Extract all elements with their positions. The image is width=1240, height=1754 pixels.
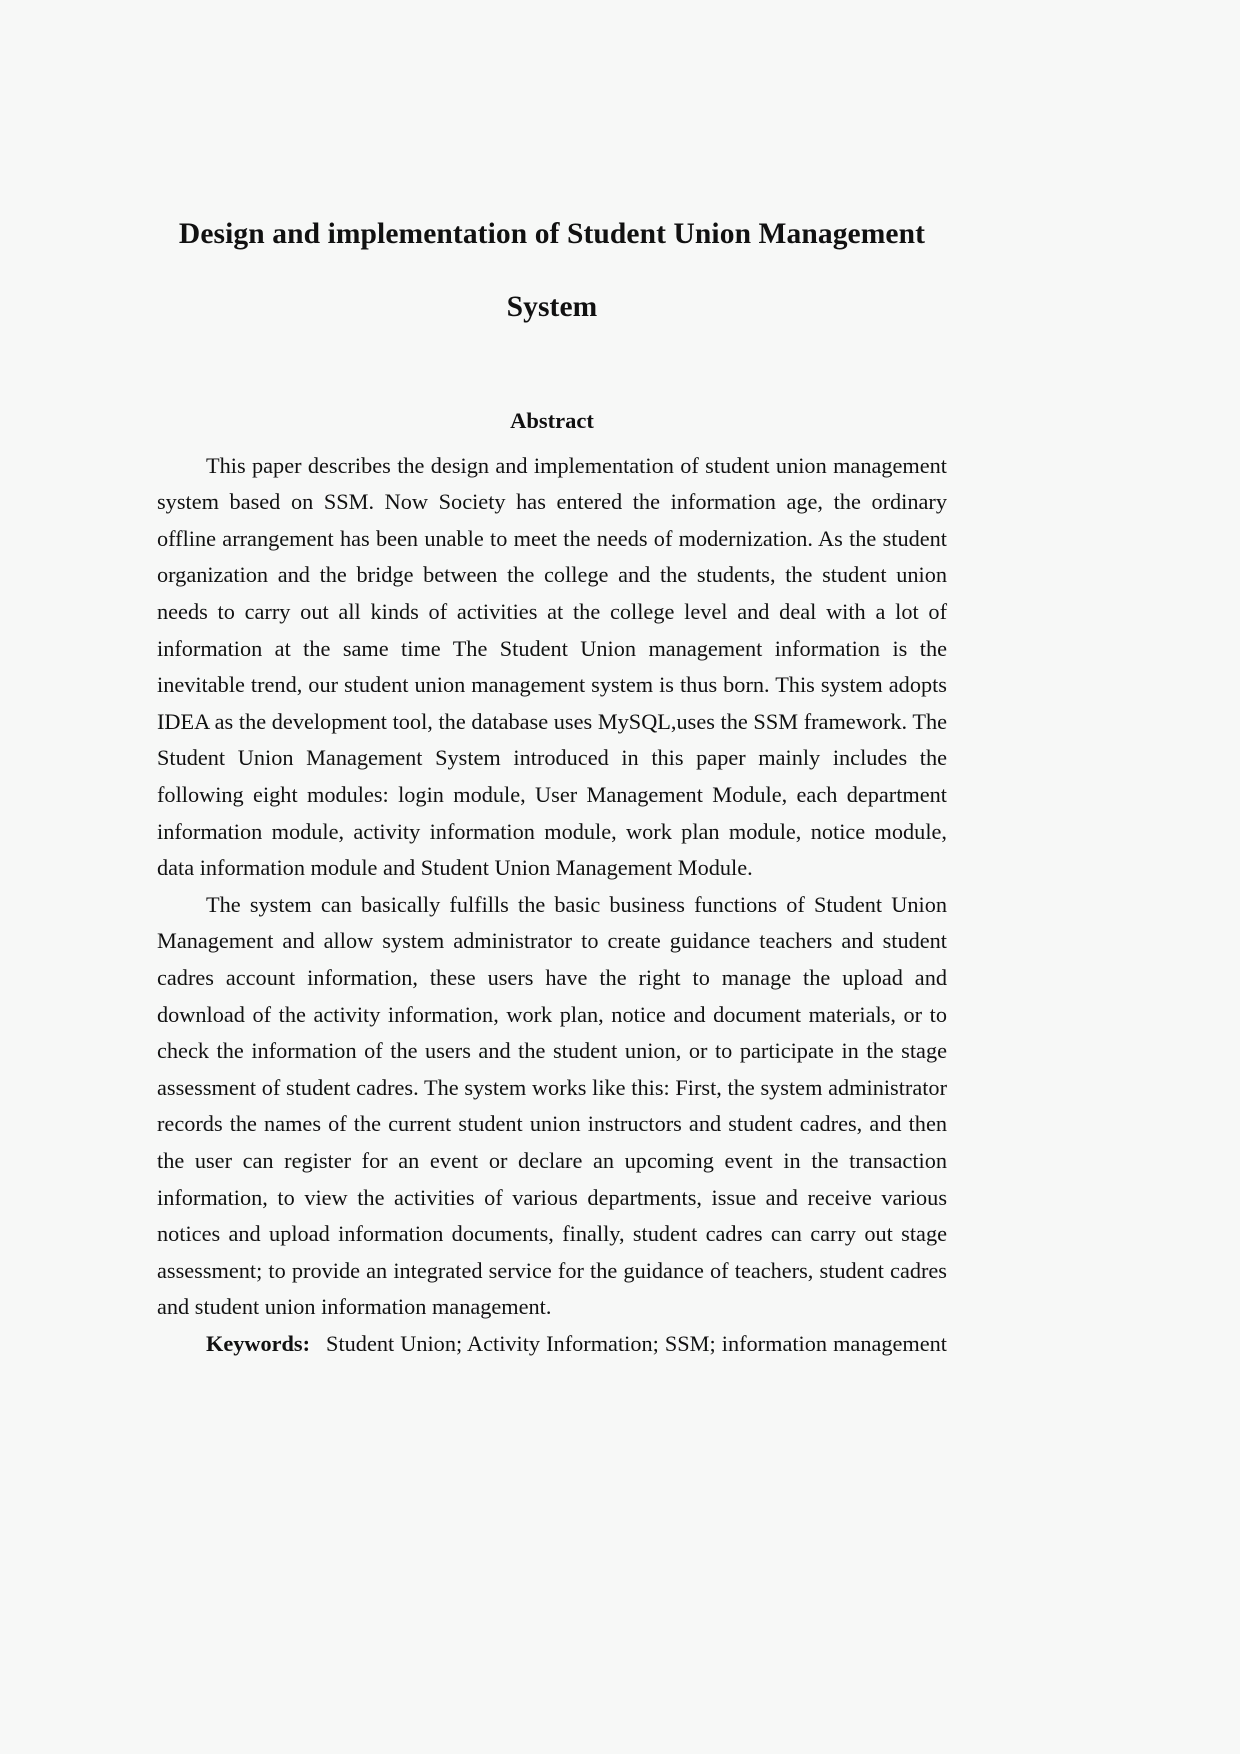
abstract-paragraph-1: This paper describes the design and implementation of student union management system based on SSM. Now Society has entered the information age, the ordinary offline arrangement has been unable to meet the needs of modernization. As the student organization and the bridge between the college and the students, the student union needs to carry out all kinds of activities at the college level and deal with a lot of information at the same time The Student Union management information is the inevitable trend, our student union management system is thus born. This system adopts IDEA as the development tool, the database uses MySQL,uses the SSM framework. The Student Union Management System introduced in this paper mainly includes the following eight modules: login module, User Management Module, each department information module, activity information module, work plan module, notice module, data information module and Student Union Management Module. bbox=[157, 452, 947, 881]
page-content bbox=[157, 0, 947, 1363]
keywords-row bbox=[157, 1326, 947, 1363]
abstract-paragraph-2: The system can basically fulfills the basic business functions of Student Union Management and allow system administrator to create guidance teachers and student cadres account information, these users have the right to manage the upload and download of the activity information, work plan, notice and document materials, or to check the information of the users and the student union, or to participate in the stage assessment of student cadres. The system works like this: First, the system administrator records the names of the current student union instructors and student cadres, and then the user can register for an event or declare an upcoming event in the transaction information, to view the activities of various departments, issue and receive various notices and upload information documents, finally, student cadres can carry out stage assessment; to provide an integrated service for the guidance of teachers, student cadres and student union information management. bbox=[157, 891, 947, 1320]
abstract-heading: Abstract bbox=[510, 407, 594, 433]
keywords-value: Student Union; Activity Information; SSM; information management bbox=[326, 1330, 947, 1356]
document-title-line-2: System bbox=[506, 290, 598, 323]
document-title-line-1: Design and implementation of Student Union Management bbox=[178, 218, 926, 250]
abstract-body bbox=[157, 448, 947, 1363]
keywords-label: Keywords: bbox=[206, 1330, 311, 1356]
